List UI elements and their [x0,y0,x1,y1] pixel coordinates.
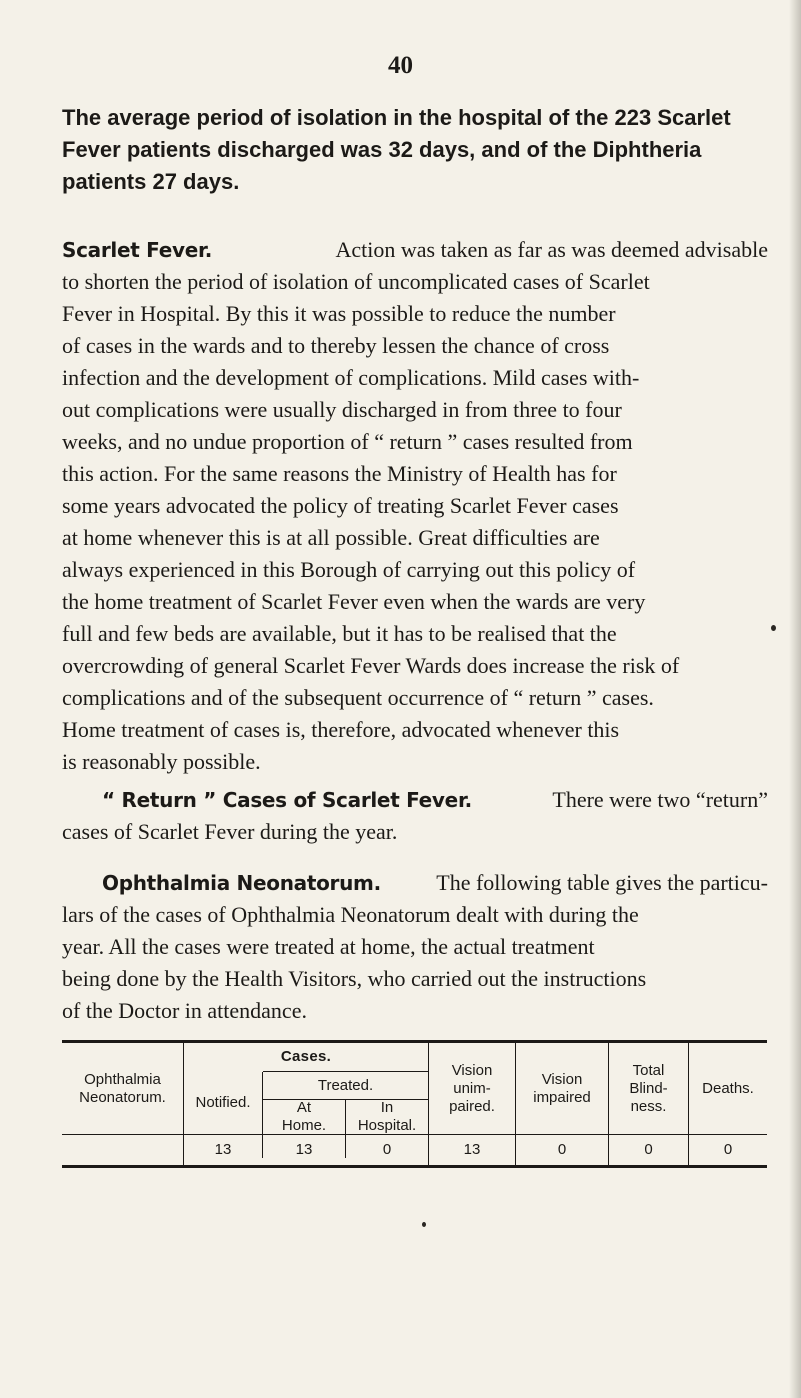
intro-line: The average period of isolation in the hospital of the 223 Scarlet [62,105,731,130]
body-line: of cases in the wards and to thereby lessen the chance of cross [62,333,610,358]
body-line: infection and the development of complications. Mild cases with- [62,365,640,390]
body-line: overcrowding of general Scarlet Fever Wards does increase the risk of [62,653,680,678]
body-line: the home treatment of Scarlet Fever even when the wards are very [62,589,646,614]
header-total-blindness: Total Blind- ness. [629,1061,668,1115]
return-cases-section [62,784,768,848]
header-ophthalmia-neonatorum: Ophthalmia Neonatorum. [79,1070,166,1106]
body-line: complications and of the subsequent occurrence of “ return ” cases. [62,685,654,710]
body-line: full and few beds are available, but it has to be realised that the [62,621,617,646]
body-line: this action. For the same reasons the Ministry of Health has for [62,461,617,486]
header-in-hospital: In Hospital. [357,1099,417,1134]
value-vision-unimpaired: 13 [463,1141,481,1158]
ink-speck [422,1222,426,1227]
table-bottom-rule [62,1165,767,1168]
body-line: Home treatment of cases is, therefore, advocated whenever this [62,717,620,742]
value-at-home: 13 [295,1141,313,1158]
header-notified: Notified. [195,1094,251,1111]
body-line: of the Doctor in attendance. [62,998,307,1023]
body-line: cases of Scarlet Fever during the year. [62,819,398,844]
body-line: to shorten the period of isolation of uncomplicated cases of Scarlet [62,269,650,294]
return-cases-first-line: “ Return ” Cases of Scarlet Fever. There were two “return” [62,784,768,816]
value-deaths: 0 [723,1141,733,1158]
header-cases: Cases. [280,1048,332,1065]
intro-line: Fever patients discharged was 32 days, and of the Diphtheria [62,137,702,162]
body-line: is reasonably possible. [62,749,261,774]
body-line: some years advocated the policy of treating Scarlet Fever cases [62,493,619,518]
body-line: being done by the Health Visitors, who carried out the instructions [62,966,647,991]
body-line: weeks, and no undue proportion of “ return ” cases resulted from [62,429,633,454]
body-line: lars of the cases of Ophthalmia Neonatorum dealt with during the [62,902,639,927]
scarlet-fever-section [62,234,768,778]
value-vision-impaired: 0 [557,1141,567,1158]
header-at-home: At Home. [281,1099,327,1134]
page-number: 40 [388,52,413,79]
header-deaths: Deaths. [702,1079,754,1097]
page-edge-shadow [789,0,801,1398]
scarlet-fever-first-line: Scarlet Fever. Action was taken as far as was deemed advisable [62,234,768,266]
intro-paragraph [62,102,768,198]
header-vision-impaired: Vision impaired [533,1070,591,1106]
scarlet-fever-heading: Scarlet Fever. [62,238,212,262]
value-in-hospital: 0 [382,1141,392,1158]
header-vision-unimpaired: Vision unim- paired. [449,1061,495,1115]
header-treated: Treated. [317,1076,374,1094]
intro-line: patients 27 days. [62,169,240,194]
ophthalmia-heading: Ophthalmia Neonatorum. [102,871,381,895]
value-notified: 13 [214,1141,232,1158]
ophthalmia-section [62,867,768,1027]
body-line: year. All the cases were treated at home, the actual treatment [62,934,595,959]
value-total-blindness: 0 [644,1141,653,1158]
ink-speck [771,625,776,631]
body-line: always experienced in this Borough of carrying out this policy of [62,557,636,582]
body-line: Fever in Hospital. By this it was possible to reduce the number [62,301,616,326]
return-cases-heading: “ Return ” Cases of Scarlet Fever. [102,788,472,812]
body-line: out complications were usually discharged in from three to four [62,397,622,422]
body-line: at home whenever this is at all possible. Great difficulties are [62,525,600,550]
ophthalmia-first-line: Ophthalmia Neonatorum. The following table gives the particu- [62,867,768,899]
